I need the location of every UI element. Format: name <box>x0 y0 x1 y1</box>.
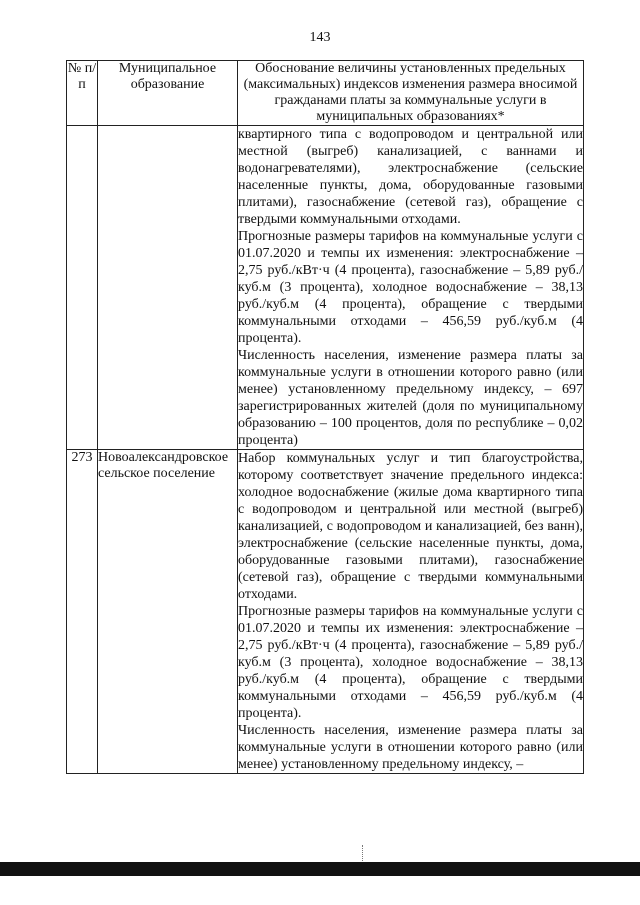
justification-paragraph: квартирного типа с водопроводом и центральной или местной (выгреб) канализацией, с ваннами и водонагревателями), электроснабжение (сельские населенные пункты, дома, оборудованные газовыми плитами), газоснабжение (сетевой газ), обращение с твердыми коммунальными отходами. <box>238 127 583 227</box>
justification-paragraph: Численность населения, изменение размера платы за коммунальные услуги в отношении которого равно (или менее) установленному предельному индексу, – 697 зарегистрированных жителей (доля по муниципальному образованию – 100 процентов, доля по республике – 0,02 процента) <box>238 348 583 448</box>
table-row <box>67 126 584 450</box>
row-municipality <box>98 126 238 450</box>
justification-paragraph: Прогнозные размеры тарифов на коммунальные услуги с 01.07.2020 и темпы их изменения: электроснабжение – 2,75 руб./кВт·ч (4 процента), газоснабжение – 5,89 руб./куб.м (3 процента), холодное водоснабжение – 38,13 руб./куб.м (4 процента), обращение с твердыми коммунальными отходами – 456,59 руб./куб.м (4 процента). <box>238 229 583 346</box>
justification-paragraph: Прогнозные размеры тарифов на коммунальные услуги с 01.07.2020 и темпы их изменения: электроснабжение – 2,75 руб./кВт·ч (4 процента), газоснабжение – 5,89 руб./куб.м (3 процента), холодное водоснабжение – 38,13 руб./куб.м (4 процента), обращение с твердыми коммунальными отходами – 456,59 руб./куб.м (4 процента). <box>238 604 583 721</box>
header-justification: Обоснование величины установленных предельных (максимальных) индексов изменения размера вносимой гражданами платы за коммунальные услуги в муниципальных образованиях* <box>238 61 584 126</box>
row-number: 273 <box>67 450 98 774</box>
tariff-index-table <box>66 60 584 774</box>
table-row <box>67 450 584 774</box>
row-justification <box>238 126 584 450</box>
scan-bottom-bar <box>0 862 640 876</box>
header-municipality: Муниципальное образование <box>98 61 238 126</box>
table-header-row <box>67 61 584 126</box>
scan-artifact <box>362 845 364 863</box>
row-number <box>67 126 98 450</box>
justification-paragraph: Набор коммунальных услуг и тип благоустройства, которому соответствует значение предельного индекса: холодное водоснабжение (жилые дома квартирного типа с водопроводом и центральной или местной (выгреб) канализацией, с водопроводом и канализацией, без ванн), электроснабжение (сельские населенные пункты, дома, оборудованные газовыми плитами), газоснабжение (сетевой газ), обращение с твердыми коммунальными отходами. <box>238 451 583 602</box>
header-number: № п/п <box>67 61 98 126</box>
page-number: 143 <box>309 30 331 45</box>
row-municipality: Новоалександровское сельское поселение <box>98 450 238 774</box>
justification-paragraph: Численность населения, изменение размера платы за коммунальные услуги в отношении которого равно (или менее) установленному предельному индексу, – <box>238 723 583 772</box>
row-justification <box>238 450 584 774</box>
